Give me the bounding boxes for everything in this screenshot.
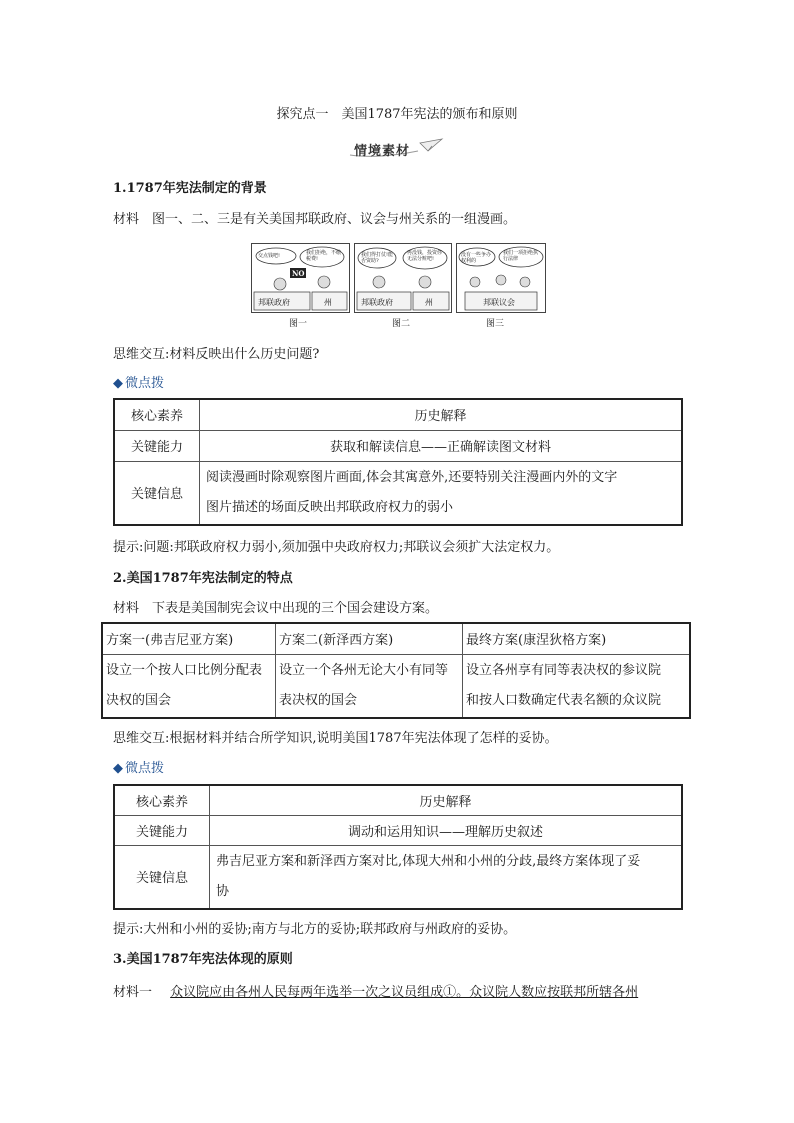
section-1-material: 材料 图一、二、三是有关美国邦联政府、议会与州关系的一组漫画。	[113, 212, 517, 227]
cartoon-3-caption: 图三	[486, 319, 505, 329]
table-cell-line: 设立一个按人口比例分配表	[106, 662, 263, 678]
cartoon-1-label-right: 州	[324, 298, 332, 307]
table-cell: 历史解释	[210, 785, 683, 815]
section-1-key-table	[113, 398, 683, 526]
table-row	[114, 785, 682, 815]
table-cell-line: 和按人口数确定代表名额的众议院	[466, 692, 662, 708]
table-cell-line: 设立各州享有同等表决权的参议院	[466, 662, 662, 678]
cartoon-3-bubble-right: 我们一项拒绝执行法律	[503, 250, 539, 262]
cartoon-1-bubble-left: 交点钱吧!	[258, 253, 281, 259]
section-1-hint: 提示:问题:邦联政府权力弱小,须加强中央政府权力;邦联议会须扩大法定权力。	[113, 540, 560, 555]
cartoon-figure-3	[456, 243, 546, 313]
micro-tip-label: 微点拨	[125, 761, 165, 776]
section-1-micro-tip	[113, 372, 164, 391]
table-cell: 获取和解读信息——正确解读图文材料	[200, 430, 683, 461]
cartoon-2-label-right: 州	[425, 298, 433, 307]
page-title: 探究点一 美国1787年宪法的颁布和原则	[276, 107, 518, 122]
table-cell: 关键能力	[114, 815, 210, 845]
section-1-question: 思维交互:材料反映出什么历史问题?	[113, 347, 320, 362]
table-row	[114, 399, 682, 430]
table-cell: 历史解释	[200, 399, 683, 430]
table-cell-line: 图片描述的场面反映出邦联政府权力的弱小	[206, 499, 454, 515]
badge-label: 情境素材	[354, 144, 411, 159]
context-material-badge	[348, 137, 444, 161]
table-row	[102, 623, 690, 654]
section-3-material	[113, 981, 638, 1000]
micro-tip-label: 微点拨	[125, 376, 165, 391]
cartoon-3-label: 邦联议会	[483, 298, 515, 307]
cartoon-2-caption: 图二	[392, 319, 411, 329]
section-2-hint: 提示:大州和小州的妥协;南方与北方的妥协;联邦政府与州政府的妥协。	[113, 922, 517, 937]
table-row	[114, 430, 682, 461]
cartoon-2-bubble-right: 再没钱，投资你无法分赃吧!	[407, 250, 443, 262]
table-row	[114, 845, 682, 909]
table-cell: 关键能力	[114, 430, 200, 461]
table-header-cell: 最终方案(康涅狄格方案)	[463, 623, 691, 654]
material-label: 材料一	[113, 985, 153, 1000]
table-row	[102, 654, 690, 718]
diamond-icon: ◆	[113, 376, 123, 391]
table-cell-line: 表决权的国会	[279, 692, 358, 708]
table-cell: 关键信息	[114, 461, 200, 525]
table-cell-line: 决权的国会	[106, 692, 172, 708]
table-cell-line: 设立一个各州无论大小有同等	[279, 662, 449, 678]
table-cell-line: 协	[216, 883, 230, 899]
cartoon-1-bubble-right: 我们拒绝，不缴税费!	[306, 250, 342, 262]
cartoon-2-bubble-left: 我们得打仗!能否资助?	[361, 252, 394, 264]
table-cell-line: 阅读漫画时除观察图片画面,体会其寓意外,还要特别关注漫画内外的文字	[206, 469, 618, 485]
cartoon-3-bubble-left: 没有一些争办权利的	[461, 252, 492, 264]
cartoon-2-label-left: 邦联政府	[361, 298, 393, 307]
table-row	[114, 815, 682, 845]
cartoon-figure-1	[251, 243, 350, 313]
table-cell: 核心素养	[114, 399, 200, 430]
material-text: 众议院应由各州人民每两年选举一次之议员组成①。众议院人数应按联邦所辖各州	[170, 985, 639, 1000]
cartoon-1-caption: 图一	[289, 319, 308, 329]
cartoon-1-label-left: 邦联政府	[258, 298, 290, 307]
table-cell: 核心素养	[114, 785, 210, 815]
cartoon-figure-2	[354, 243, 452, 313]
table-header-cell: 方案一(弗吉尼亚方案)	[102, 623, 276, 654]
table-row	[114, 461, 682, 525]
section-1-heading: 1.1787年宪法制定的背景	[113, 181, 267, 196]
table-cell: 关键信息	[114, 845, 210, 909]
section-2-key-table	[113, 784, 683, 910]
section-2-micro-tip	[113, 757, 164, 776]
section-3-heading: 3.美国1787年宪法体现的原则	[113, 952, 293, 967]
diamond-icon: ◆	[113, 761, 123, 776]
section-2-question: 思维交互:根据材料并结合所学知识,说明美国1787年宪法体现了怎样的妥协。	[113, 731, 558, 746]
table-cell	[210, 845, 683, 909]
section-2-heading: 2.美国1787年宪法制定的特点	[113, 571, 293, 586]
table-cell	[102, 654, 276, 718]
cartoon-1-no-sign: NO	[292, 269, 305, 278]
table-cell	[463, 654, 691, 718]
plans-table	[101, 622, 691, 719]
table-cell	[276, 654, 463, 718]
table-header-cell: 方案二(新泽西方案)	[276, 623, 463, 654]
section-2-material: 材料 下表是美国制宪会议中出现的三个国会建设方案。	[113, 601, 439, 616]
table-cell-line: 弗吉尼亚方案和新泽西方案对比,体现大州和小州的分歧,最终方案体现了妥	[216, 853, 641, 869]
table-cell	[200, 461, 683, 525]
table-cell: 调动和运用知识——理解历史叙述	[210, 815, 683, 845]
